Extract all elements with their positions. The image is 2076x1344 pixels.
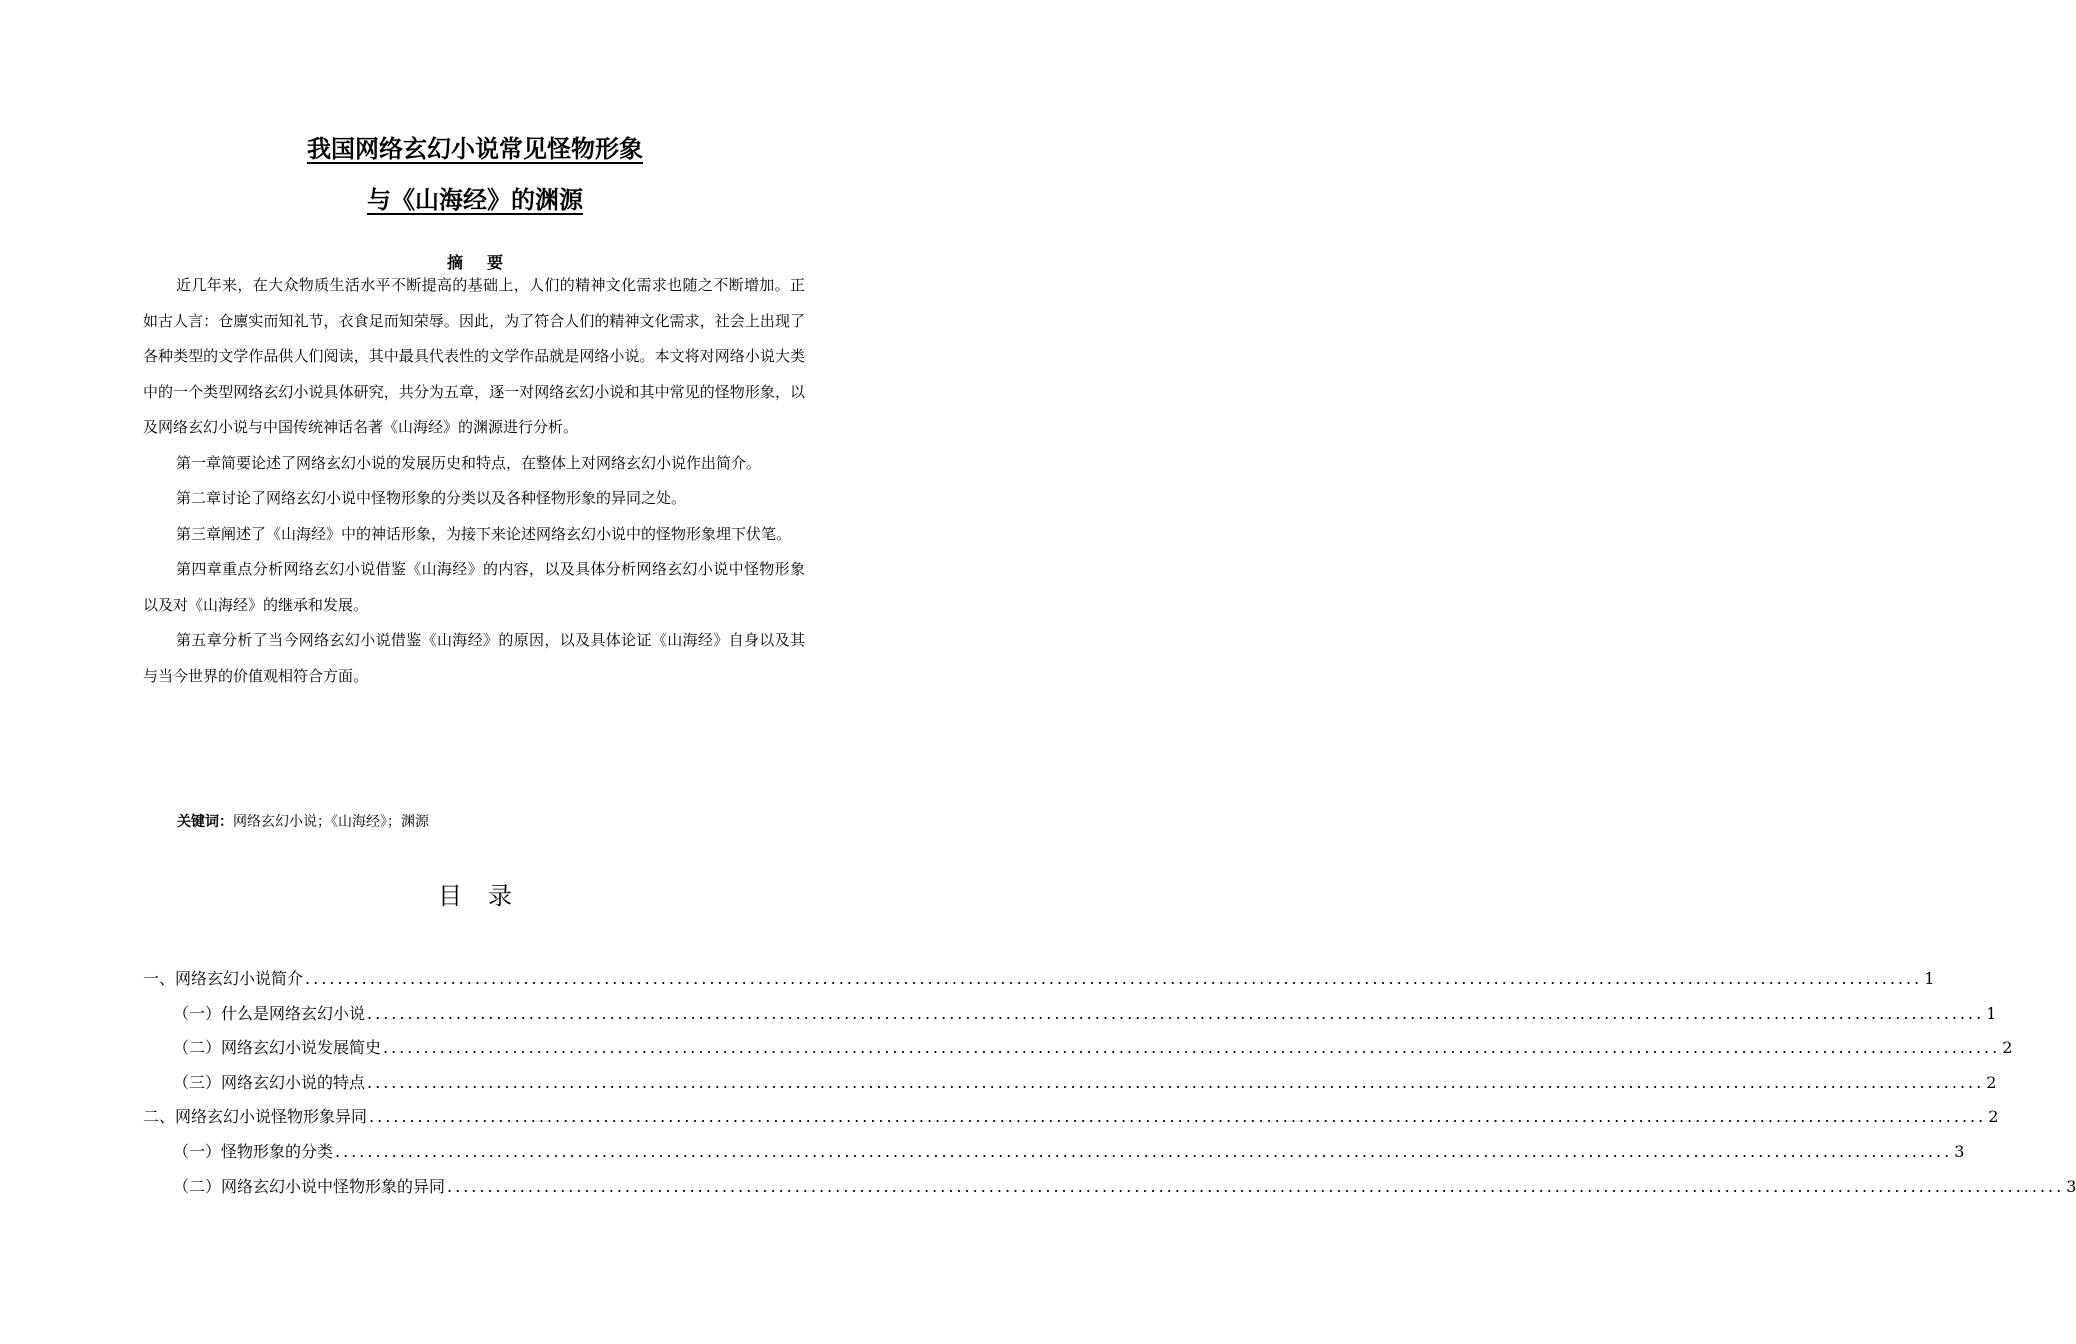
keywords-line	[177, 810, 429, 834]
toc-leader-dots: ........................................................................................................................................................................................................	[447, 1176, 2065, 1196]
toc-entry-page: 2	[1986, 1072, 1997, 1092]
keywords-text: 网络玄幻小说；《山海经》；渊源	[233, 814, 429, 830]
toc-leader-dots: ........................................................................................................................................................................................................	[305, 969, 1923, 988]
toc-leader-dots: ........................................................................................................................................................................................................	[369, 1107, 1987, 1127]
abstract-paragraph: 近几年来，在大众物质生活水平不断提高的基础上，人们的精神文化需求也随之不断增加。正如古人言：仓廪实而知礼节，衣食足而知荣辱。因此，为了符合人们的精神文化需求，社会上出现了各种类型的文学作品供人们阅读，其中最具代表性的文学作品就是网络小说。本文将对网络小说大类中的一个类型网络玄幻小说具体研究，共分为五章，逐一对网络玄幻小说和其中常见的怪物形象，以及网络玄幻小说与中国传统神话名著《山海经》的渊源进行分析。	[143, 276, 805, 436]
toc-leader-dots: ........................................................................................................................................................................................................	[367, 1003, 1985, 1023]
toc-entry[interactable]	[143, 1031, 2013, 1066]
toc-entry-label: 二、网络玄幻小说怪物形象异同	[143, 1107, 368, 1127]
toc-entry[interactable]	[143, 1066, 1997, 1101]
paper-title-line-1	[0, 134, 950, 164]
toc-entry[interactable]	[143, 1100, 1999, 1135]
abstract-paragraph: 第一章简要论述了网络玄幻小说的发展历史和特点，在整体上对网络玄幻小说作出简介。	[176, 453, 762, 472]
toc-entry-page: 3	[2066, 1176, 2076, 1196]
toc-entry-label: （三）网络玄幻小说的特点	[173, 1072, 366, 1092]
paper-title-line-2	[0, 185, 950, 215]
abstract-heading: 摘要	[446, 253, 527, 272]
toc-entry-label: （二）网络玄幻小说发展简史	[173, 1038, 382, 1058]
toc-leader-dots: ........................................................................................................................................................................................................	[367, 1072, 1985, 1092]
toc-entry-label: 一、网络玄幻小说简介	[143, 969, 304, 988]
abstract-paragraph: 第二章讨论了网络玄幻小说中怪物形象的分类以及各种怪物形象的异同之处。	[176, 489, 687, 507]
toc-leader-dots: ........................................................................................................................................................................................................	[335, 1141, 1953, 1161]
abstract-paragraph: 第四章重点分析网络玄幻小说借鉴《山海经》的内容，以及具体分析网络玄幻小说中怪物形象以及对《山海经》的继承和发展。	[143, 560, 805, 614]
toc-entry[interactable]	[143, 997, 1997, 1032]
paper-title-line-2-text: 与《山海经》的渊源	[367, 186, 583, 214]
toc-entry[interactable]	[143, 962, 1935, 997]
toc-entry-page: 3	[1954, 1141, 1965, 1161]
table-of-contents	[143, 962, 2076, 1204]
abstract-body	[143, 268, 805, 694]
abstract-paragraph: 第五章分析了当今网络玄幻小说借鉴《山海经》的原因，以及具体论证《山海经》自身以及其与当今世界的价值观相符合方面。	[143, 631, 805, 685]
toc-heading: 目录	[438, 882, 538, 910]
abstract-paragraph: 第三章阐述了《山海经》中的神话形象，为接下来论述网络玄幻小说中的怪物形象埋下伏笔。	[176, 524, 792, 543]
toc-entry-page: 1	[1924, 969, 1935, 988]
keywords-label: 关键词：	[177, 814, 233, 830]
toc-entry[interactable]	[143, 1170, 2076, 1205]
toc-entry-label: （一）什么是网络玄幻小说	[173, 1003, 366, 1023]
toc-entry-label: （一）怪物形象的分类	[173, 1141, 334, 1161]
toc-entry-page: 2	[1988, 1107, 1999, 1127]
toc-entry-page: 1	[1986, 1003, 1997, 1023]
paper-title-line-1-text: 我国网络玄幻小说常见怪物形象	[307, 135, 643, 163]
toc-leader-dots: ........................................................................................................................................................................................................	[383, 1038, 2001, 1058]
toc-entry-page: 2	[2002, 1038, 2013, 1058]
toc-entry[interactable]	[143, 1135, 1965, 1170]
toc-entry-label: （二）网络玄幻小说中怪物形象的异同	[173, 1176, 446, 1196]
